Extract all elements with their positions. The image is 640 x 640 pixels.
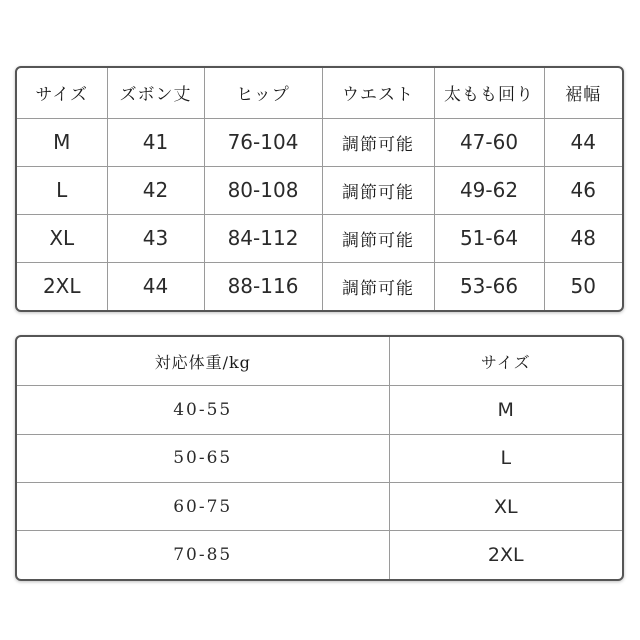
cell-hem-width: 44	[544, 118, 622, 166]
cell-weight: 40-55	[17, 386, 389, 434]
cell-size: M	[389, 386, 622, 434]
cell-weight: 60-75	[17, 482, 389, 530]
table-row	[17, 166, 622, 214]
weight-chart-header-row	[17, 337, 622, 386]
size-chart-header-row	[17, 68, 622, 118]
cell-pants-length: 41	[107, 118, 204, 166]
cell-weight: 50-65	[17, 434, 389, 482]
cell-size: L	[17, 166, 107, 214]
cell-size: L	[389, 434, 622, 482]
header-pants-length: ズボン丈	[107, 68, 204, 118]
table-row	[17, 531, 622, 579]
cell-hem-width: 46	[544, 166, 622, 214]
table-row	[17, 386, 622, 434]
cell-thigh: 47-60	[434, 118, 544, 166]
cell-thigh: 49-62	[434, 166, 544, 214]
cell-size: M	[17, 118, 107, 166]
cell-size: 2XL	[17, 262, 107, 310]
cell-hip: 76-104	[204, 118, 322, 166]
cell-size: XL	[389, 482, 622, 530]
table-row	[17, 214, 622, 262]
cell-size: XL	[17, 214, 107, 262]
table-row	[17, 262, 622, 310]
cell-pants-length: 43	[107, 214, 204, 262]
header-waist: ウエスト	[322, 68, 434, 118]
cell-hem-width: 48	[544, 214, 622, 262]
cell-pants-length: 44	[107, 262, 204, 310]
cell-thigh: 53-66	[434, 262, 544, 310]
header-thigh: 太もも回り	[434, 68, 544, 118]
cell-hem-width: 50	[544, 262, 622, 310]
cell-waist: 調節可能	[322, 262, 434, 310]
cell-weight: 70-85	[17, 531, 389, 579]
header-size: サイズ	[17, 68, 107, 118]
table-row	[17, 482, 622, 530]
table-row	[17, 434, 622, 482]
cell-hip: 84-112	[204, 214, 322, 262]
cell-waist: 調節可能	[322, 118, 434, 166]
cell-size: 2XL	[389, 531, 622, 579]
table-row	[17, 118, 622, 166]
header-weight: 対応体重/kg	[17, 337, 389, 386]
header-size: サイズ	[389, 337, 622, 386]
cell-waist: 調節可能	[322, 166, 434, 214]
cell-hip: 88-116	[204, 262, 322, 310]
header-hem-width: 裾幅	[544, 68, 622, 118]
header-hip: ヒップ	[204, 68, 322, 118]
cell-waist: 調節可能	[322, 214, 434, 262]
cell-thigh: 51-64	[434, 214, 544, 262]
size-chart-table	[15, 66, 624, 312]
cell-hip: 80-108	[204, 166, 322, 214]
cell-pants-length: 42	[107, 166, 204, 214]
weight-chart-table	[15, 335, 624, 581]
